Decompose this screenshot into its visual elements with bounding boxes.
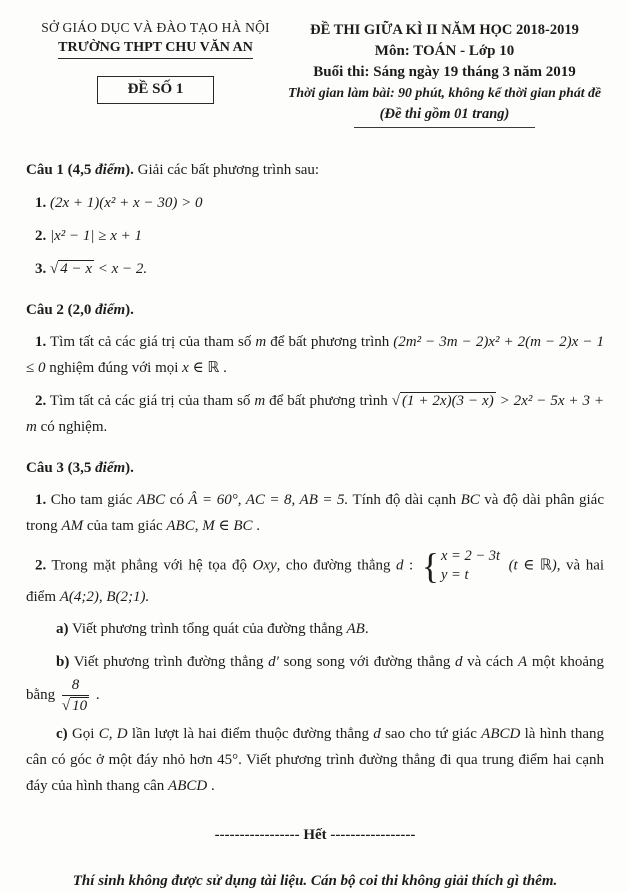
exam-subject: Môn: TOÁN - Lớp 10 xyxy=(374,42,515,59)
question-3-item-2: 2. Trong mặt phẳng với hệ tọa độ Oxy, cho đường thẳng d : { x = 2 − 3t y = t (t ∈ ℝ), và hai điểm A(4;2), B(2;1). xyxy=(26,545,605,605)
footer-note: Thí sinh không được sử dụng tài liệu. Cán bộ coi thi không giải thích gì thêm. xyxy=(72,873,558,890)
question-3-item-2b: b) Viết phương trình đường thẳng d′ song song với đường thẳng d và cách A một khoảng bằng $\frac{8}{√ 10}$ . xyxy=(26,654,605,714)
question-1-heading: Câu 1 (4,5 điểm). Giải các bất phương trình sau: xyxy=(26,162,320,179)
question-1-item-1: 1. (2x + 1)(x² + x − 30) > 0 xyxy=(35,195,203,212)
exam-footer xyxy=(26,823,604,892)
question-2-heading: Câu 2 (2,0 điểm). xyxy=(26,301,134,318)
question-1-item-3: 3. √ 4 − x < x − 2. xyxy=(35,260,148,277)
exam-pages-line xyxy=(285,104,604,129)
exam-page-count: (Đề thi gồm 01 trang) xyxy=(354,104,536,129)
header-left xyxy=(26,20,285,104)
question-3-item-1: 1. Cho tam giác ABC có Â = 60°, AC = 8, AB = 5. Tính độ dài cạnh BC và độ dài phân giác trong AM của tam giác ABC, M ∈ BC . xyxy=(26,492,604,535)
question-2-item-1: 1. Tìm tất cả các giá trị của tham số m để bất phương trình (2m² − 3m − 2)x² + 2(m − 2)x − 1 ≤ 0 nghiệm đúng với mọi x ∈ ℝ . xyxy=(26,334,605,377)
exam-session: Buổi thi: Sáng ngày 19 tháng 3 năm 2019 xyxy=(313,63,576,80)
exam-number-box: ĐỀ SỐ 1 xyxy=(97,76,215,104)
school-name: TRƯỜNG THPT CHU VĂN AN xyxy=(58,40,253,59)
exam-body xyxy=(26,158,604,799)
question-3-item-2c: c) Gọi C, D lần lượt là hai điểm thuộc đường thẳng d sao cho tứ giác ABCD là hình thang cân có góc ở một đáy nhỏ hơn 45°. Viết phương trình đường thẳng đi qua trung điểm hai cạnh đáy của hình thang cân ABCD . xyxy=(26,725,605,794)
school-name-line xyxy=(26,39,285,59)
header-right xyxy=(285,20,604,128)
exam-duration: Thời gian làm bài: 90 phút, không kể thời gian phát đề xyxy=(288,85,602,101)
question-3-heading: Câu 3 (3,5 điểm). xyxy=(26,459,134,476)
question-3-item-2a: a) Viết phương trình tổng quát của đường thẳng AB. xyxy=(56,621,369,638)
question-2-item-2: 2. Tìm tất cả các giá trị của tham số m để bất phương trình √ (1 + 2x)(3 − x) > 2x² − 5x + 3 + m có nghiệm. xyxy=(26,392,604,435)
exam-number-line xyxy=(26,76,285,104)
department-name: SỞ GIÁO DỤC VÀ ĐÀO TẠO HÀ NỘI xyxy=(41,20,270,35)
exam-title: ĐỀ THI GIỮA KÌ II NĂM HỌC 2018-2019 xyxy=(310,22,579,38)
end-marker: ----------------- Hết ----------------- xyxy=(214,827,416,844)
question-1-item-2: 2. |x² − 1| ≥ x + 1 xyxy=(35,227,143,244)
exam-header xyxy=(26,20,604,128)
